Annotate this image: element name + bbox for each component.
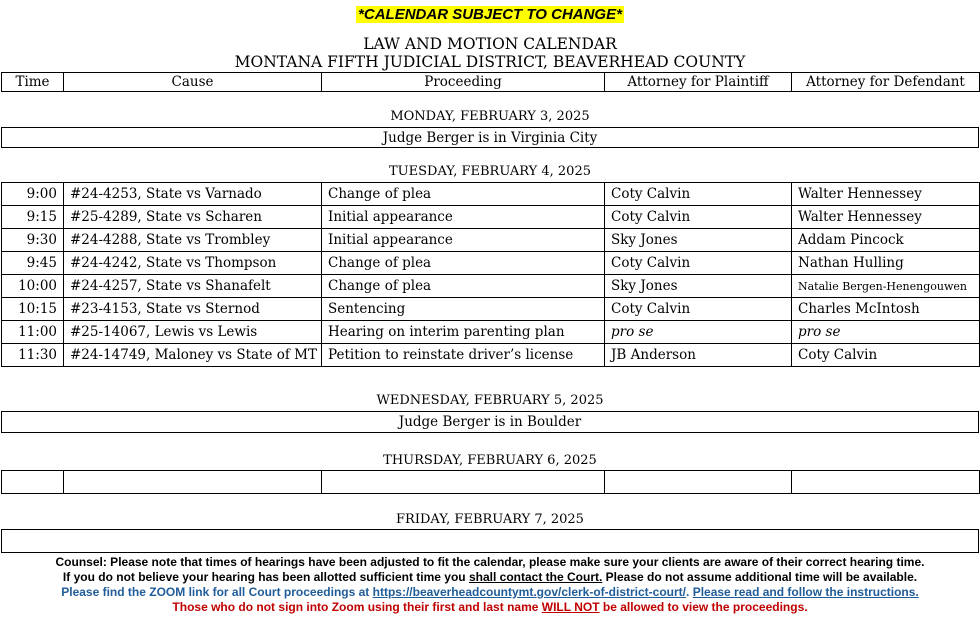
- defendant-attorney-cell: Charles McIntosh: [792, 298, 980, 321]
- cause-cell: #24-14749, Maloney vs State of MT: [64, 344, 322, 367]
- table-row: [2, 344, 980, 367]
- proceeding-cell: Sentencing: [322, 298, 605, 321]
- proceeding-cell: Change of plea: [322, 183, 605, 206]
- day-label-tuesday: TUESDAY, FEBRUARY 4, 2025: [389, 164, 591, 179]
- cause-cell: #24-4288, State vs Trombley: [64, 229, 322, 252]
- court-title: MONTANA FIFTH JUDICIAL DISTRICT, BEAVERHEAD COUNTY: [234, 53, 746, 71]
- table-row: [2, 252, 980, 275]
- proceeding-cell: Hearing on interim parenting plan: [322, 321, 605, 344]
- defendant-attorney-cell: Coty Calvin: [792, 344, 980, 367]
- defendant-attorney-cell: Addam Pincock: [792, 229, 980, 252]
- proceeding-cell: Initial appearance: [322, 229, 605, 252]
- proceeding-cell: Petition to reinstate driver’s license: [322, 344, 605, 367]
- footer-line-4: Those who do not sign into Zoom using their first and last name WILL NOT be allowed to view the proceedings.: [172, 600, 808, 614]
- proceeding-cell: Initial appearance: [322, 206, 605, 229]
- footer-line-1: Counsel: Please note that times of hearings have been adjusted to fit the calendar, please make sure your clients are aware of their correct hearing time.: [55, 555, 925, 569]
- time-cell: 9:45: [2, 252, 64, 275]
- instructions-text: Please read and follow the instructions.: [692, 585, 919, 599]
- contact-court-text: shall contact the Court.: [468, 570, 603, 584]
- monday-table: [1, 127, 979, 148]
- footer-line-2: If you do not believe your hearing has been allotted sufficient time you shall contact the Court. Please do not assume additional time will be available.: [62, 570, 918, 584]
- table-row: [2, 471, 980, 494]
- proceeding-cell: Change of plea: [322, 252, 605, 275]
- plaintiff-attorney-cell: Coty Calvin: [605, 183, 792, 206]
- header-proceeding: Proceeding: [322, 73, 605, 92]
- empty-cell: [792, 471, 980, 494]
- cause-cell: #25-4289, State vs Scharen: [64, 206, 322, 229]
- thursday-table: [1, 470, 980, 494]
- plaintiff-attorney-cell: pro se: [605, 321, 792, 344]
- header-plaintiff: Attorney for Plaintiff: [605, 73, 792, 92]
- cause-cell: #25-14067, Lewis vs Lewis: [64, 321, 322, 344]
- time-cell: 9:15: [2, 206, 64, 229]
- time-cell: 9:30: [2, 229, 64, 252]
- plaintiff-attorney-cell: Sky Jones: [605, 229, 792, 252]
- wednesday-note: Judge Berger is in Boulder: [2, 412, 979, 433]
- calendar-title: LAW AND MOTION CALENDAR: [363, 35, 617, 53]
- footer-notice: [0, 555, 980, 615]
- plaintiff-attorney-cell: Coty Calvin: [605, 206, 792, 229]
- empty-cell: [2, 471, 64, 494]
- cause-cell: #24-4253, State vs Varnado: [64, 183, 322, 206]
- empty-cell: [2, 530, 979, 553]
- day-label-wednesday: WEDNESDAY, FEBRUARY 5, 2025: [376, 393, 604, 408]
- table-row: [2, 321, 980, 344]
- header-time: Time: [2, 73, 64, 92]
- defendant-attorney-cell: Walter Hennessey: [792, 183, 980, 206]
- time-cell: 10:15: [2, 298, 64, 321]
- table-row: [2, 298, 980, 321]
- table-row: [2, 275, 980, 298]
- proceeding-cell: Change of plea: [322, 275, 605, 298]
- defendant-attorney-cell: Nathan Hulling: [792, 252, 980, 275]
- change-banner: [0, 4, 980, 23]
- table-row: [2, 229, 980, 252]
- time-cell: 11:00: [2, 321, 64, 344]
- plaintiff-attorney-cell: Coty Calvin: [605, 298, 792, 321]
- empty-cell: [605, 471, 792, 494]
- friday-table: [1, 529, 979, 553]
- time-cell: 10:00: [2, 275, 64, 298]
- footer-line-3: Please find the ZOOM link for all Court proceedings at https://beaverheadcountymt.gov/clerk-of-district-court/. Please read and follow the instructions.: [61, 585, 919, 599]
- plaintiff-attorney-cell: Coty Calvin: [605, 252, 792, 275]
- defendant-attorney-cell: Natalie Bergen-Henengouwen: [792, 275, 980, 298]
- cause-cell: #24-4257, State vs Shanafelt: [64, 275, 322, 298]
- cause-cell: #24-4242, State vs Thompson: [64, 252, 322, 275]
- day-label-thursday: THURSDAY, FEBRUARY 6, 2025: [383, 453, 597, 468]
- day-label-monday: MONDAY, FEBRUARY 3, 2025: [390, 109, 590, 124]
- header-table: [1, 72, 980, 92]
- time-cell: 11:30: [2, 344, 64, 367]
- tuesday-table: [1, 182, 980, 367]
- monday-note: Judge Berger is in Virginia City: [2, 128, 979, 148]
- empty-cell: [64, 471, 322, 494]
- day-label-friday: FRIDAY, FEBRUARY 7, 2025: [396, 512, 584, 527]
- defendant-attorney-cell: pro se: [792, 321, 980, 344]
- table-row: [2, 206, 980, 229]
- empty-cell: [322, 471, 605, 494]
- will-not-text: WILL NOT: [541, 600, 600, 614]
- table-row: [2, 183, 980, 206]
- cause-cell: #23-4153, State vs Sternod: [64, 298, 322, 321]
- wednesday-table: [1, 411, 979, 433]
- zoom-link[interactable]: https://beaverheadcountymt.gov/clerk-of-district-court/: [372, 585, 687, 599]
- header-cause: Cause: [64, 73, 322, 92]
- plaintiff-attorney-cell: JB Anderson: [605, 344, 792, 367]
- header-defendant: Attorney for Defendant: [792, 73, 980, 92]
- plaintiff-attorney-cell: Sky Jones: [605, 275, 792, 298]
- defendant-attorney-cell: Walter Hennessey: [792, 206, 980, 229]
- banner-text: *CALENDAR SUBJECT TO CHANGE*: [358, 6, 622, 23]
- time-cell: 9:00: [2, 183, 64, 206]
